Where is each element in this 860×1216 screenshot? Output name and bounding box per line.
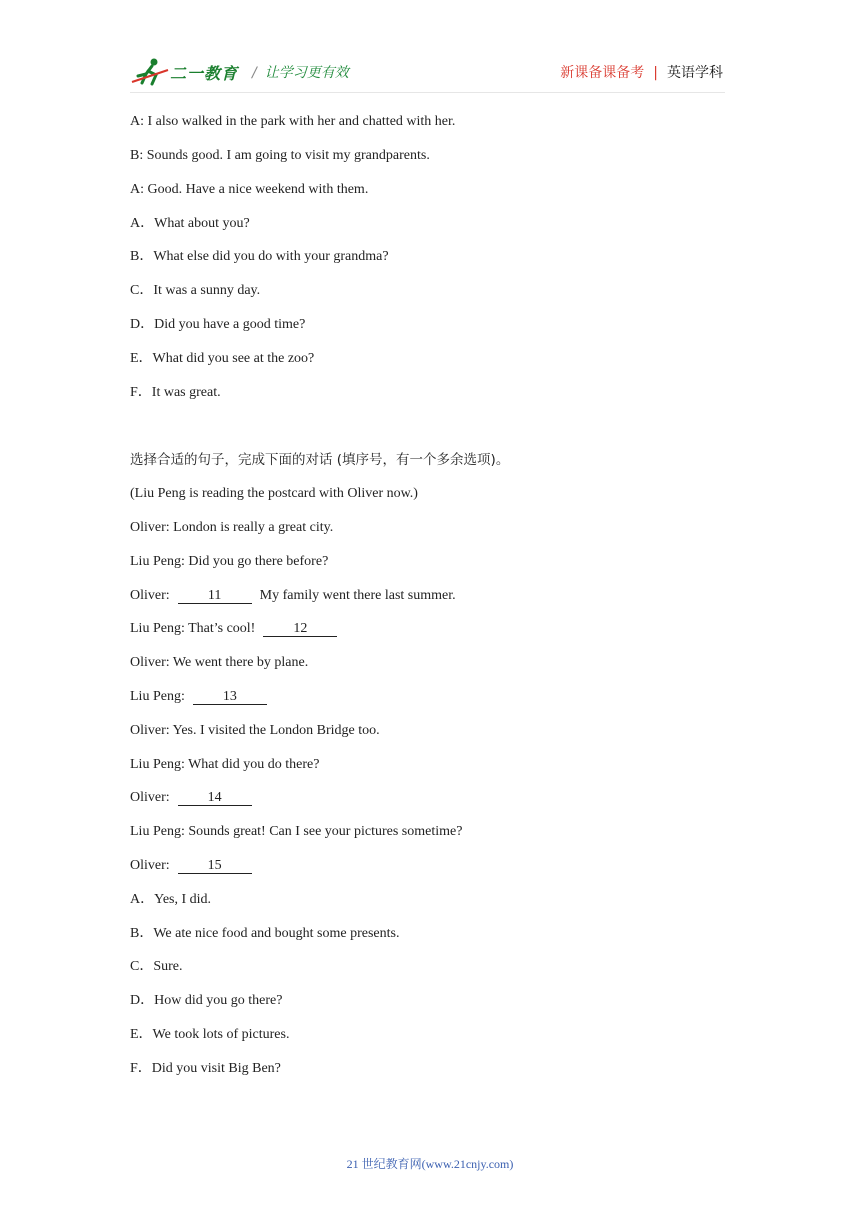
dialogue-line: A: Good. Have a nice weekend with them. <box>130 182 369 197</box>
context-line: (Liu Peng is reading the postcard with Oliver now.) <box>130 486 418 501</box>
dialogue-line <box>130 620 345 638</box>
course-label: 新课备课备考 <box>560 65 645 81</box>
dialogue-line <box>130 587 456 605</box>
instruction: 选择合适的句子，完成下面的对话 (填序号，有一个多余选项)。 <box>130 452 510 468</box>
answer-blank: 15 <box>178 858 252 874</box>
speaker: Oliver: <box>130 858 170 873</box>
option-item: E．We took lots of pictures. <box>130 1027 290 1042</box>
slogan-text: 让学习更有效 <box>264 65 349 81</box>
dialogue-line: A: I also walked in the park with her and chatted with her. <box>130 114 456 129</box>
option-item: C．Sure. <box>130 959 183 974</box>
speaker: Oliver: <box>130 790 170 805</box>
slogan-slash: / <box>252 65 257 81</box>
page-header <box>130 56 725 93</box>
page-footer[interactable]: 21 世纪教育网(www.21cnjy.com) <box>346 1157 514 1171</box>
dialogue-text: My family went there last summer. <box>259 588 456 603</box>
answer-blank: 12 <box>263 621 337 637</box>
dialogue-line <box>130 688 275 706</box>
option-item: F．Did you visit Big Ben? <box>130 1061 281 1076</box>
dialogue-line: B: Sounds good. I am going to visit my grandparents. <box>130 148 430 163</box>
dialogue-line: Oliver: Yes. I visited the London Bridge too. <box>130 723 380 738</box>
logo <box>130 56 242 88</box>
dialogue-line: Oliver: London is really a great city. <box>130 520 334 535</box>
runner-logo-icon <box>130 56 170 88</box>
answer-blank: 14 <box>178 790 252 806</box>
dialogue-line: Liu Peng: Did you go there before? <box>130 554 329 569</box>
option-item: A．What about you? <box>130 216 250 231</box>
dialogue-line: Liu Peng: Sounds great! Can I see your pictures sometime? <box>130 824 463 839</box>
speaker: Liu Peng: That’s cool! <box>130 621 256 636</box>
option-item: B．What else did you do with your grandma? <box>130 249 389 264</box>
option-item: C．It was a sunny day. <box>130 283 261 298</box>
option-item: A．Yes, I did. <box>130 892 212 907</box>
logo-text: 二一教育 <box>170 64 239 83</box>
option-item: D．How did you go there? <box>130 993 283 1008</box>
subject-label <box>560 62 723 82</box>
header-separator: | <box>653 65 658 81</box>
answer-blank: 13 <box>193 689 267 705</box>
answer-blank: 11 <box>178 588 252 604</box>
dialogue-line: Oliver: We went there by plane. <box>130 655 309 670</box>
speaker: Liu Peng: <box>130 689 185 704</box>
option-item: B．We ate nice food and bought some presents. <box>130 926 400 941</box>
dialogue-line <box>130 857 260 875</box>
subject-name: 英语学科 <box>667 65 723 81</box>
dialogue-line <box>130 789 260 807</box>
option-item: F．It was great. <box>130 385 221 400</box>
speaker: Oliver: <box>130 588 170 603</box>
slogan <box>252 62 349 82</box>
option-item: D．Did you have a good time? <box>130 317 306 332</box>
dialogue-line: Liu Peng: What did you do there? <box>130 757 320 772</box>
option-item: E．What did you see at the zoo? <box>130 351 315 366</box>
